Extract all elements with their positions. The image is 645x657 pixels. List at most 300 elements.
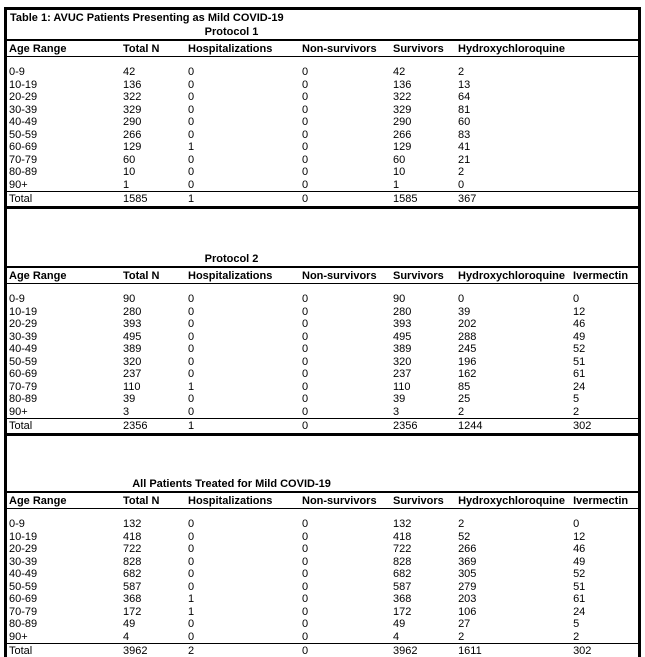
cell-non-survivors: 0: [302, 630, 309, 643]
cell-age-range: 70-79: [9, 153, 38, 166]
cell-hospitalizations: 0: [188, 103, 195, 116]
cell-hydroxychloroquine: 2: [458, 66, 465, 78]
cell-hydroxychloroquine: 279: [458, 580, 477, 593]
cell-total-n: 10: [123, 166, 136, 178]
table-row: [7, 556, 638, 569]
cell-age-range: 30-39: [9, 555, 38, 568]
cell-hydroxychloroquine: 2: [458, 405, 465, 418]
table-row: [7, 166, 638, 179]
cell-hospitalizations: 0: [188, 530, 195, 543]
cell-age-range: 0-9: [9, 293, 25, 305]
table-row: [7, 66, 638, 79]
cell-survivors: 368: [393, 593, 412, 605]
cell-ivermectin: [571, 79, 638, 92]
cell-ivermectin: 49: [573, 330, 586, 343]
cell-survivors: 39: [393, 393, 406, 405]
cell-non-survivors: 0: [302, 66, 309, 78]
table-row: [7, 406, 638, 419]
cell-survivors: 2356: [391, 419, 456, 435]
table-row: [7, 381, 638, 394]
cell-non-survivors: 0: [302, 380, 309, 393]
table-row: [7, 91, 638, 104]
spacer-row: [7, 57, 638, 67]
table-title: Table 1: AVUC Patients Presenting as Mild COVID-19: [10, 12, 284, 24]
cell-age-range: 60-69: [9, 368, 38, 380]
cell-ivermectin: 51: [573, 355, 586, 368]
cell-survivors: 495: [393, 330, 412, 343]
cell-total-n: 90: [123, 293, 136, 305]
cell-ivermectin: 12: [573, 305, 586, 318]
cell-total-n: 290: [123, 116, 142, 128]
col-header-hospitalizations: Hospitalizations: [186, 40, 300, 57]
cell-ivermectin: [571, 141, 638, 154]
cell-hydroxychloroquine: 106: [458, 605, 477, 618]
cell-ivermectin: 0: [573, 293, 580, 305]
cell-hydroxychloroquine: 162: [458, 368, 477, 380]
cell-hydroxychloroquine: 305: [458, 568, 477, 580]
cell-age-range: 80-89: [9, 166, 38, 178]
table-row: [7, 331, 638, 344]
cell-age-range: Total: [7, 644, 121, 657]
table-row: [7, 531, 638, 544]
cell-non-survivors: 0: [302, 141, 309, 153]
cell-non-survivors: 0: [302, 305, 309, 318]
cell-hydroxychloroquine: 81: [458, 103, 471, 116]
cell-survivors: 418: [393, 530, 412, 543]
cell-hospitalizations: 0: [188, 543, 195, 555]
cell-non-survivors: 0: [300, 192, 391, 208]
cell-hydroxychloroquine: 288: [458, 330, 477, 343]
section-subtitle: All Patients Treated for Mild COVID-19: [132, 478, 331, 490]
cell-hydroxychloroquine: 2: [458, 518, 465, 530]
table-row: [7, 568, 638, 581]
subtitle-filler: [456, 253, 638, 267]
cell-hydroxychloroquine: 369: [458, 555, 477, 568]
table-row: [7, 318, 638, 331]
col-header-hospitalizations: Hospitalizations: [186, 492, 300, 509]
cell-total-n: 266: [123, 128, 142, 141]
cell-total-n: 129: [123, 141, 142, 153]
cell-ivermectin: [571, 179, 638, 192]
cell-ivermectin: [571, 116, 638, 129]
cell-total-n: 172: [123, 605, 142, 618]
cell-hospitalizations: 0: [188, 318, 195, 330]
col-header-age-range: Age Range: [7, 267, 121, 284]
col-header-non-survivors: Non-survivors: [300, 40, 391, 57]
col-header-ivermectin: Ivermectin: [571, 492, 638, 509]
cell-hydroxychloroquine: 367: [456, 192, 571, 208]
cell-hydroxychloroquine: 0: [458, 293, 465, 305]
cell-hydroxychloroquine: 2: [458, 630, 465, 643]
section-subtitle: Protocol 1: [204, 26, 259, 38]
cell-ivermectin: 5: [573, 393, 580, 405]
total-row: [7, 644, 638, 657]
cell-age-range: 20-29: [9, 318, 38, 330]
cell-hydroxychloroquine: 1244: [456, 419, 571, 435]
cell-survivors: 266: [393, 128, 412, 141]
table-row: [7, 154, 638, 167]
cell-total-n: 110: [123, 380, 141, 393]
cell-survivors: 132: [393, 518, 412, 530]
spacer-row: [7, 509, 638, 519]
cell-ivermectin: [571, 91, 638, 104]
cell-age-range: 10-19: [9, 78, 38, 91]
total-row: [7, 192, 638, 208]
cell-age-range: 30-39: [9, 103, 38, 116]
header-row: [7, 492, 638, 509]
cell-total-n: 389: [123, 343, 142, 355]
col-header-non-survivors: Non-survivors: [300, 492, 391, 509]
cell-age-range: 70-79: [9, 605, 38, 618]
cell-non-survivors: 0: [302, 116, 309, 128]
table-row: [7, 356, 638, 369]
cell-ivermectin: 2: [573, 630, 580, 643]
cell-hospitalizations: 0: [188, 405, 195, 418]
cell-total-n: 3962: [121, 644, 186, 657]
cell-total-n: 39: [123, 393, 136, 405]
table-row: [7, 141, 638, 154]
cell-ivermectin: [571, 166, 638, 179]
cell-hospitalizations: 0: [188, 178, 195, 191]
col-header-age-range: Age Range: [7, 492, 121, 509]
cell-survivors: 290: [393, 116, 412, 128]
table-row: [7, 631, 638, 644]
total-row: [7, 419, 638, 435]
cell-survivors: 1: [393, 178, 400, 191]
cell-survivors: 172: [393, 605, 412, 618]
cell-survivors: 322: [393, 91, 412, 103]
cell-total-n: 368: [123, 593, 142, 605]
cell-survivors: 4: [393, 630, 400, 643]
cell-ivermectin: 24: [573, 380, 586, 393]
cell-survivors: 110: [393, 380, 411, 393]
cell-hydroxychloroquine: 64: [458, 91, 471, 103]
cell-survivors: 3: [393, 405, 400, 418]
table-row: [7, 179, 638, 192]
cell-non-survivors: 0: [302, 128, 309, 141]
col-header-survivors: Survivors: [391, 40, 456, 57]
cell-age-range: 50-59: [9, 580, 38, 593]
cell-non-survivors: 0: [302, 555, 309, 568]
cell-hospitalizations: 1: [186, 419, 300, 435]
cell-non-survivors: 0: [302, 318, 309, 330]
cell-survivors: 393: [393, 318, 412, 330]
cell-survivors: 42: [393, 66, 406, 78]
cell-hospitalizations: 0: [188, 518, 195, 530]
cell-age-range: 0-9: [9, 66, 25, 78]
cell-age-range: 50-59: [9, 128, 38, 141]
cell-hydroxychloroquine: 0: [458, 178, 465, 191]
cell-ivermectin: 46: [573, 318, 586, 330]
cell-hospitalizations: 1: [188, 141, 195, 153]
cell-ivermectin: 24: [573, 605, 586, 618]
cell-non-survivors: 0: [302, 343, 309, 355]
cell-hospitalizations: 0: [188, 128, 195, 141]
cell-ivermectin: [571, 192, 638, 208]
cell-survivors: 329: [393, 103, 412, 116]
cell-ivermectin: [571, 66, 638, 79]
table-row: [7, 593, 638, 606]
cell-non-survivors: 0: [302, 618, 309, 630]
cell-non-survivors: 0: [302, 103, 309, 116]
cell-hydroxychloroquine: 25: [458, 393, 471, 405]
cell-survivors: 60: [393, 153, 406, 166]
cell-hospitalizations: 1: [188, 593, 195, 605]
cell-age-range: 60-69: [9, 593, 38, 605]
col-header-total-n: Total N: [121, 40, 186, 57]
cell-hospitalizations: 0: [188, 78, 195, 91]
table-row: [7, 393, 638, 406]
cell-ivermectin: 0: [573, 518, 580, 530]
table-row: [7, 116, 638, 129]
cell-hospitalizations: 0: [188, 153, 195, 166]
cell-age-range: 10-19: [9, 530, 38, 543]
cell-total-n: 393: [123, 318, 142, 330]
cell-hospitalizations: 0: [188, 355, 195, 368]
cell-age-range: 90+: [9, 178, 28, 191]
col-header-hydroxychloroquine: Hydroxychloroquine: [456, 492, 571, 509]
cell-total-n: 132: [123, 518, 142, 530]
cell-non-survivors: 0: [302, 166, 309, 178]
cell-ivermectin: 302: [571, 419, 638, 435]
section-subtitle-row: [7, 478, 638, 492]
cell-non-survivors: 0: [302, 153, 309, 166]
table-row: [7, 129, 638, 142]
section-subtitle-row: [7, 26, 638, 40]
cell-survivors: 90: [393, 293, 406, 305]
cell-age-range: 80-89: [9, 618, 38, 630]
cell-total-n: 60: [123, 153, 136, 166]
cell-hospitalizations: 0: [188, 618, 195, 630]
col-header-age-range: Age Range: [7, 40, 121, 57]
cell-non-survivors: 0: [300, 419, 391, 435]
cell-hydroxychloroquine: 266: [458, 543, 477, 555]
cell-age-range: 60-69: [9, 141, 38, 153]
cell-survivors: 389: [393, 343, 412, 355]
cell-ivermectin: 61: [573, 368, 586, 380]
cell-hospitalizations: 0: [188, 630, 195, 643]
cell-total-n: 828: [123, 555, 142, 568]
cell-ivermectin: 5: [573, 618, 580, 630]
cell-age-range: 10-19: [9, 305, 38, 318]
cell-total-n: 49: [123, 618, 136, 630]
cell-hydroxychloroquine: 41: [458, 141, 471, 153]
cell-non-survivors: 0: [302, 368, 309, 380]
section-subtitle: Protocol 2: [204, 253, 259, 265]
table-frame: [4, 7, 641, 657]
cell-hospitalizations: 0: [188, 393, 195, 405]
cell-ivermectin: [571, 104, 638, 117]
header-row: [7, 40, 638, 57]
cell-hospitalizations: 0: [188, 330, 195, 343]
cell-age-range: 80-89: [9, 393, 38, 405]
subtitle-filler: [456, 478, 638, 492]
cell-age-range: 20-29: [9, 543, 38, 555]
cell-age-range: 90+: [9, 405, 28, 418]
cell-ivermectin: 49: [573, 555, 586, 568]
cell-hydroxychloroquine: 21: [458, 153, 471, 166]
cell-hospitalizations: 0: [188, 555, 195, 568]
cell-ivermectin: 46: [573, 543, 586, 555]
cell-hospitalizations: 0: [188, 116, 195, 128]
cell-survivors: 320: [393, 355, 412, 368]
cell-total-n: 320: [123, 355, 142, 368]
cell-total-n: 495: [123, 330, 142, 343]
cell-non-survivors: 0: [302, 568, 309, 580]
cell-non-survivors: 0: [302, 355, 309, 368]
cell-hospitalizations: 0: [188, 580, 195, 593]
cell-survivors: 136: [393, 78, 412, 91]
cell-survivors: 722: [393, 543, 412, 555]
table-row: [7, 543, 638, 556]
cell-age-range: 30-39: [9, 330, 38, 343]
cell-hospitalizations: 1: [188, 605, 195, 618]
cell-hospitalizations: 0: [188, 568, 195, 580]
cell-hydroxychloroquine: 1611: [456, 644, 571, 657]
cell-age-range: 0-9: [9, 518, 25, 530]
cell-survivors: 280: [393, 305, 412, 318]
cell-hydroxychloroquine: 27: [458, 618, 471, 630]
cell-non-survivors: 0: [302, 580, 309, 593]
table-row: [7, 306, 638, 319]
cell-hospitalizations: 0: [188, 343, 195, 355]
cell-age-range: 20-29: [9, 91, 38, 103]
cell-hydroxychloroquine: 60: [458, 116, 471, 128]
cell-hospitalizations: 0: [188, 293, 195, 305]
cell-age-range: 40-49: [9, 343, 38, 355]
cell-ivermectin: [571, 154, 638, 167]
col-header-hydroxychloroquine: Hydroxychloroquine: [456, 40, 571, 57]
cell-hospitalizations: 0: [188, 166, 195, 178]
cell-non-survivors: 0: [302, 78, 309, 91]
cell-hospitalizations: 0: [188, 305, 195, 318]
cell-non-survivors: 0: [302, 593, 309, 605]
cell-ivermectin: 12: [573, 530, 586, 543]
cell-hospitalizations: 2: [186, 644, 300, 657]
col-header-hydroxychloroquine: Hydroxychloroquine: [456, 267, 571, 284]
cell-total-n: 418: [123, 530, 142, 543]
cell-hydroxychloroquine: 39: [458, 305, 471, 318]
cell-non-survivors: 0: [302, 293, 309, 305]
cell-non-survivors: 0: [302, 330, 309, 343]
cell-total-n: 682: [123, 568, 142, 580]
table-row: [7, 293, 638, 306]
cell-total-n: 3: [123, 405, 130, 418]
cell-ivermectin: 51: [573, 580, 586, 593]
cell-hospitalizations: 0: [188, 91, 195, 103]
cell-ivermectin: [571, 129, 638, 142]
col-header-non-survivors: Non-survivors: [300, 267, 391, 284]
cell-hydroxychloroquine: 245: [458, 343, 477, 355]
cell-total-n: 1585: [121, 192, 186, 208]
col-header-survivors: Survivors: [391, 267, 456, 284]
cell-total-n: 4: [123, 630, 130, 643]
cell-age-range: 40-49: [9, 116, 38, 128]
cell-non-survivors: 0: [302, 605, 309, 618]
cell-ivermectin: 52: [573, 343, 586, 355]
cell-hydroxychloroquine: 203: [458, 593, 477, 605]
cell-age-range: 90+: [9, 630, 28, 643]
protocol-2-table: [7, 253, 638, 436]
cell-survivors: 3962: [391, 644, 456, 657]
col-header-ivermectin: Ivermectin: [571, 267, 638, 284]
cell-ivermectin: 302: [571, 644, 638, 657]
cell-survivors: 129: [393, 141, 412, 153]
cell-hospitalizations: 0: [188, 66, 195, 78]
cell-age-range: 40-49: [9, 568, 38, 580]
cell-ivermectin: 2: [573, 405, 580, 418]
cell-non-survivors: 0: [302, 91, 309, 103]
cell-ivermectin: 61: [573, 593, 586, 605]
cell-total-n: 237: [123, 368, 142, 380]
table-row: [7, 79, 638, 92]
cell-total-n: 280: [123, 305, 142, 318]
cell-non-survivors: 0: [302, 393, 309, 405]
cell-survivors: 10: [393, 166, 406, 178]
table-row: [7, 518, 638, 531]
cell-non-survivors: 0: [302, 518, 309, 530]
cell-survivors: 587: [393, 580, 412, 593]
cell-hydroxychloroquine: 85: [458, 380, 471, 393]
cell-hospitalizations: 1: [186, 192, 300, 208]
cell-hospitalizations: 0: [188, 368, 195, 380]
cell-non-survivors: 0: [300, 644, 391, 657]
table-row: [7, 581, 638, 594]
all-patients-table: [7, 478, 638, 657]
cell-hydroxychloroquine: 2: [458, 166, 465, 178]
cell-survivors: 682: [393, 568, 412, 580]
table-row: [7, 606, 638, 619]
cell-survivors: 1585: [391, 192, 456, 208]
table-row: [7, 343, 638, 356]
cell-survivors: 828: [393, 555, 412, 568]
cell-hydroxychloroquine: 196: [458, 355, 477, 368]
cell-non-survivors: 0: [302, 543, 309, 555]
cell-hydroxychloroquine: 83: [458, 128, 471, 141]
cell-ivermectin: 52: [573, 568, 586, 580]
subtitle-filler: [456, 26, 638, 40]
cell-total-n: 136: [123, 78, 142, 91]
cell-hydroxychloroquine: 52: [458, 530, 471, 543]
section-subtitle-row: [7, 253, 638, 267]
cell-total-n: 322: [123, 91, 142, 103]
col-header-total-n: Total N: [121, 492, 186, 509]
cell-non-survivors: 0: [302, 530, 309, 543]
cell-non-survivors: 0: [302, 178, 309, 191]
protocol-1-table: [7, 26, 638, 209]
cell-age-range: Total: [7, 419, 121, 435]
cell-total-n: 2356: [121, 419, 186, 435]
cell-total-n: 1: [123, 178, 130, 191]
cell-hydroxychloroquine: 202: [458, 318, 477, 330]
cell-age-range: 50-59: [9, 355, 38, 368]
col-header-hospitalizations: Hospitalizations: [186, 267, 300, 284]
table-row: [7, 104, 638, 117]
col-header-total-n: Total N: [121, 267, 186, 284]
table-row: [7, 618, 638, 631]
cell-age-range: Total: [7, 192, 121, 208]
col-header-empty: [571, 40, 638, 57]
cell-hydroxychloroquine: 13: [458, 78, 471, 91]
cell-survivors: 49: [393, 618, 406, 630]
table-row: [7, 368, 638, 381]
cell-age-range: 70-79: [9, 380, 38, 393]
cell-survivors: 237: [393, 368, 412, 380]
cell-total-n: 722: [123, 543, 142, 555]
cell-total-n: 42: [123, 66, 136, 78]
cell-hospitalizations: 1: [188, 380, 195, 393]
header-row: [7, 267, 638, 284]
